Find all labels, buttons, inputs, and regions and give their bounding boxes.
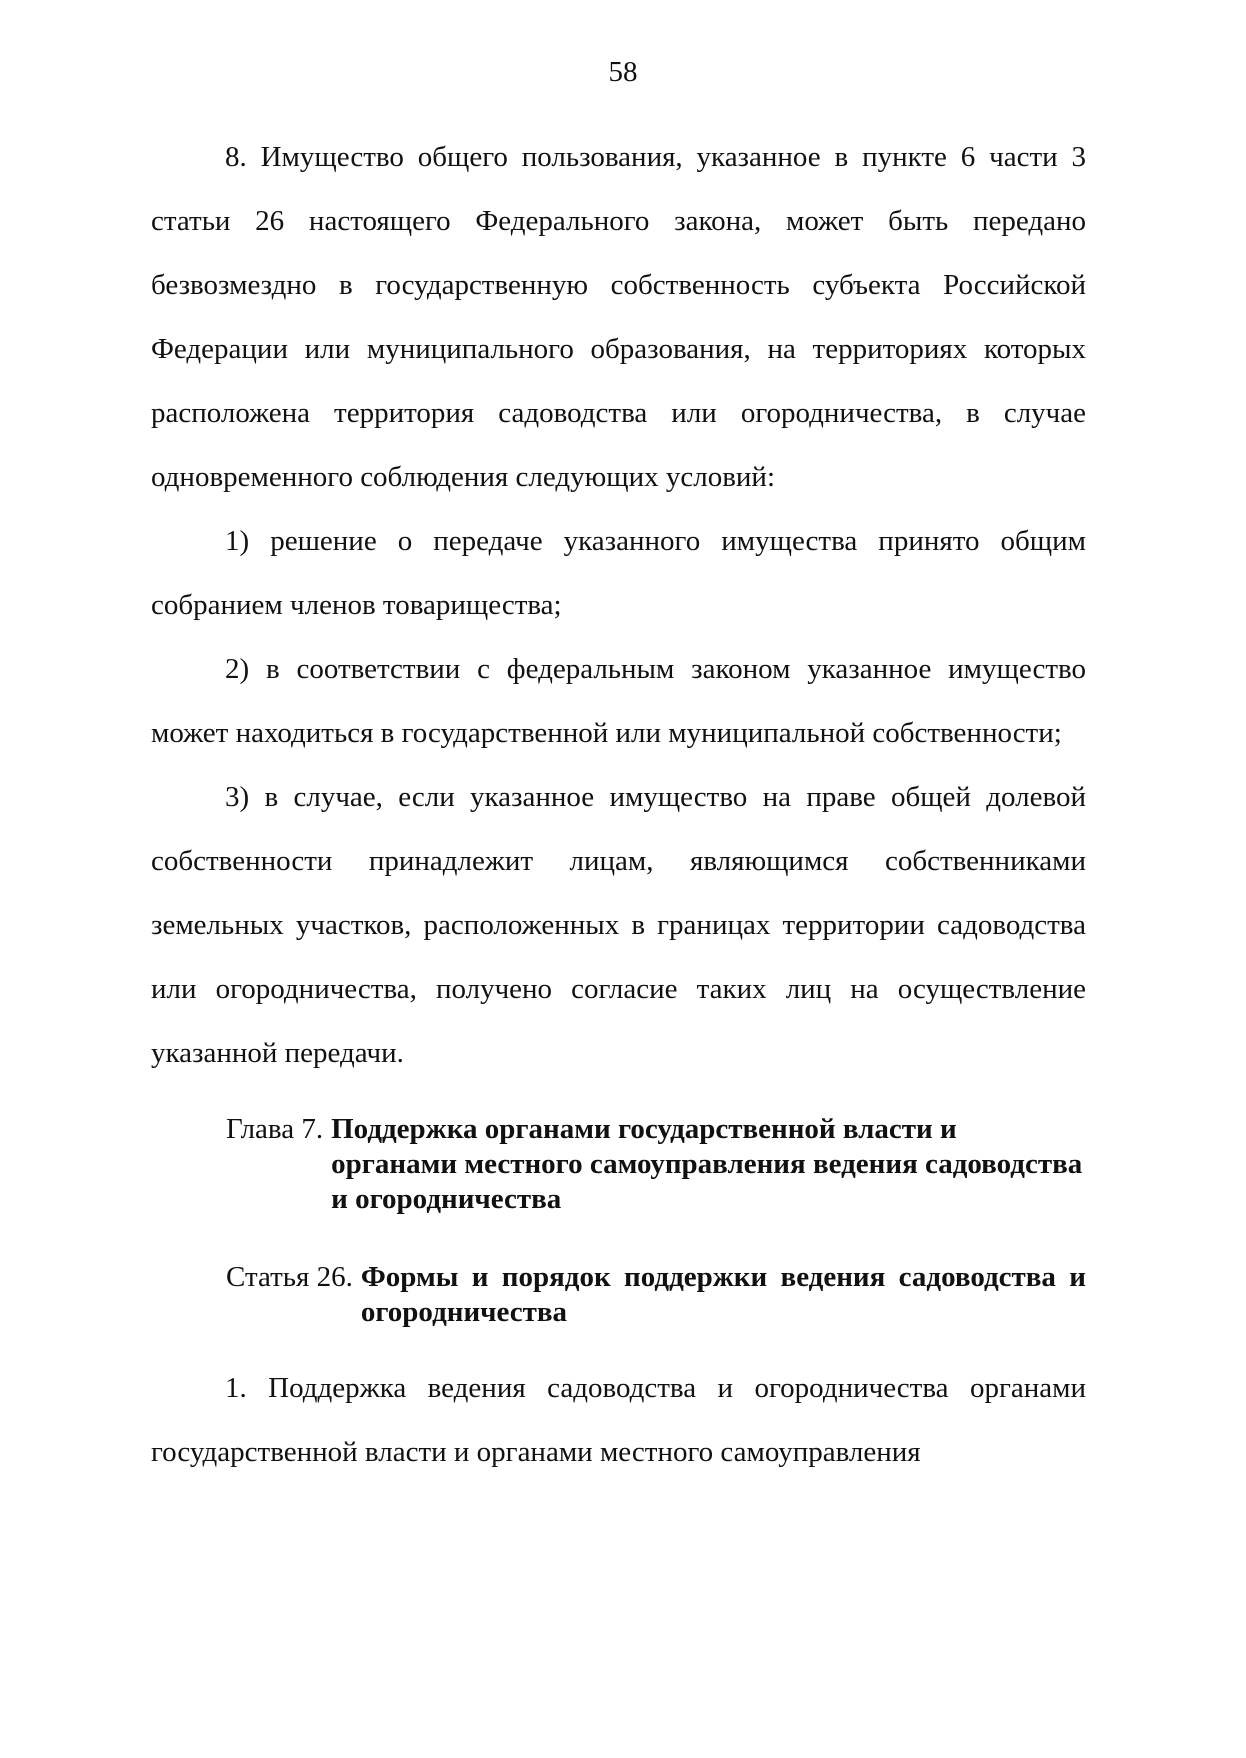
article-paragraph-1: 1. Поддержка ведения садоводства и огородничества органами государственной власти и органами местного самоуправления — [151, 1372, 1086, 1468]
paragraph-condition-2: 2) в соответствии с федеральным законом указанное имущество может находиться в государственной или муниципальной собственности; — [151, 653, 1086, 749]
paragraph-item-8: 8. Имущество общего пользования, указанное в пункте 6 части 3 статьи 26 настоящего Федерального закона, может быть передано безвозмездно в государственную собственность субъекта Российской Федерации или муниципального образования, на территориях которых расположена территория садоводства или огородничества, в случае одновременного соблюдения следующих условий: — [151, 141, 1086, 493]
paragraph-condition-1: 1) решение о передаче указанного имущества принято общим собранием членов товарищества; — [151, 525, 1086, 621]
chapter-heading — [226, 1112, 1086, 1217]
article-body — [151, 1356, 1086, 1484]
document-body — [151, 125, 1086, 1085]
chapter-title: Поддержка органами государственной власти и органами местного самоуправления ведения садоводства и огородничества — [331, 1113, 1083, 1215]
article-heading — [226, 1260, 1086, 1330]
chapter-label: Глава 7. — [226, 1113, 324, 1145]
article-label: Статья 26. — [226, 1261, 353, 1293]
article-title: Формы и порядок поддержки ведения садоводства и огородничества — [360, 1261, 1086, 1328]
paragraph-condition-3: 3) в случае, если указанное имущество на праве общей долевой собственности принадлежит лицам, являющимся собственниками земельных участков, расположенных в границах территории садоводства или огородничества, получено согласие таких лиц на осуществление указанной передачи. — [151, 781, 1086, 1069]
page-number: 58 — [608, 56, 638, 88]
